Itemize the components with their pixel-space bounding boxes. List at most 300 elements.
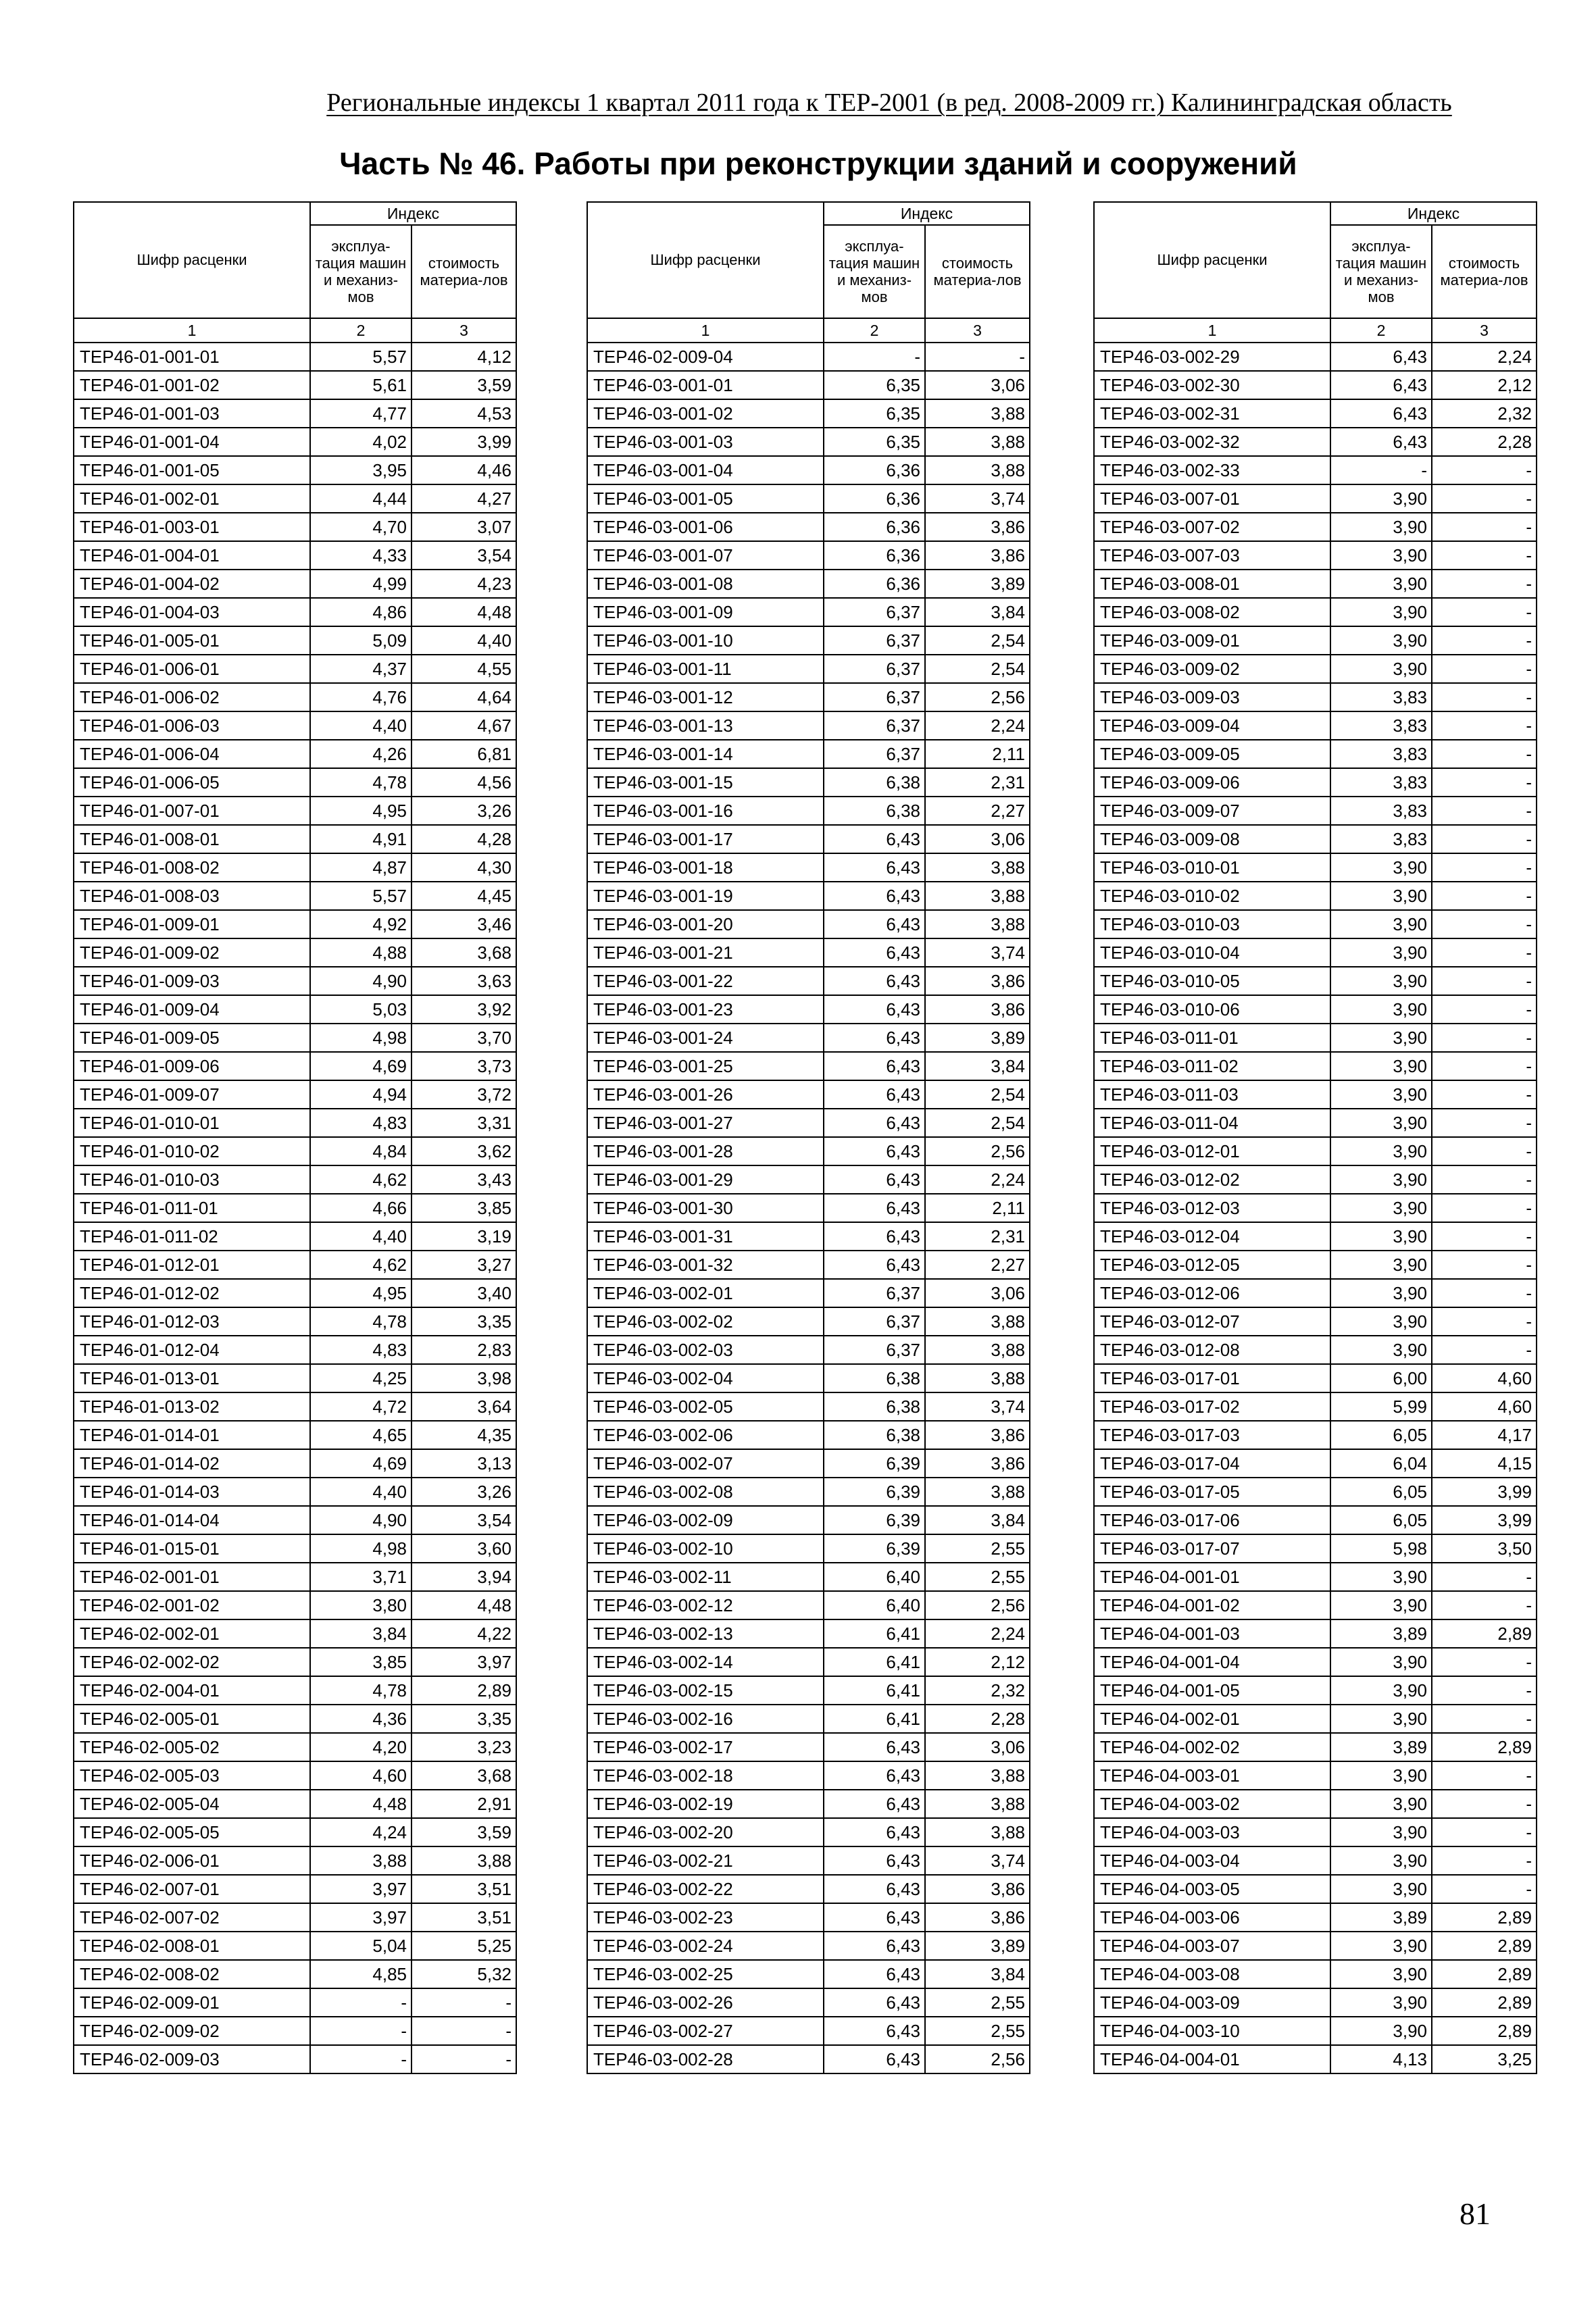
code-cell: ТЕР46-02-005-05: [74, 1818, 310, 1846]
column-number: 2: [1330, 318, 1432, 343]
machines-index-cell: 3,90: [1330, 1761, 1432, 1790]
machines-index-cell: 6,43: [824, 853, 925, 882]
materials-index-cell: 3,23: [412, 1733, 516, 1761]
materials-index-cell: 2,24: [925, 1619, 1030, 1648]
table-row: [74, 825, 516, 853]
machines-index-cell: 3,90: [1330, 1875, 1432, 1903]
materials-index-cell: 3,64: [412, 1392, 516, 1421]
table-row: [74, 428, 516, 456]
code-cell: ТЕР46-02-004-01: [74, 1676, 310, 1705]
materials-index-cell: 3,19: [412, 1222, 516, 1251]
materials-index-cell: 3,94: [412, 1563, 516, 1591]
table-row: [1094, 1478, 1537, 1506]
machines-index-cell: 6,43: [824, 1875, 925, 1903]
materials-index-cell: 2,56: [925, 1137, 1030, 1165]
code-cell: ТЕР46-03-002-10: [587, 1534, 824, 1563]
code-cell: ТЕР46-03-010-04: [1094, 938, 1330, 967]
materials-index-cell: 3,35: [412, 1307, 516, 1336]
code-cell: ТЕР46-01-006-05: [74, 768, 310, 797]
code-cell: ТЕР46-02-005-01: [74, 1705, 310, 1733]
machines-index-cell: 6,43: [1330, 399, 1432, 428]
table-row: [74, 1619, 516, 1648]
materials-index-cell: 3,46: [412, 910, 516, 938]
machines-index-cell: 3,90: [1330, 626, 1432, 655]
table-row: [74, 1080, 516, 1109]
machines-index-cell: 3,90: [1330, 938, 1432, 967]
column-number: 1: [74, 318, 310, 343]
materials-index-cell: -: [1432, 598, 1537, 626]
machines-index-cell: 6,43: [824, 967, 925, 995]
materials-index-cell: 4,27: [412, 484, 516, 513]
materials-index-cell: 3,40: [412, 1279, 516, 1307]
materials-index-cell: 4,12: [412, 343, 516, 371]
code-cell: ТЕР46-02-008-02: [74, 1960, 310, 1988]
header-row: [74, 202, 516, 225]
table-row: [1094, 343, 1537, 371]
column-number: 3: [1432, 318, 1537, 343]
index-column-header: Индекс: [824, 202, 1030, 225]
code-cell: ТЕР46-04-002-01: [1094, 1705, 1330, 1733]
machines-index-cell: 6,38: [824, 1364, 925, 1392]
column-number: 3: [412, 318, 516, 343]
code-cell: ТЕР46-03-001-07: [587, 541, 824, 570]
code-cell: ТЕР46-03-012-06: [1094, 1279, 1330, 1307]
machines-index-cell: 6,43: [1330, 428, 1432, 456]
code-cell: ТЕР46-03-012-07: [1094, 1307, 1330, 1336]
machines-index-cell: 4,72: [310, 1392, 412, 1421]
machines-index-cell: 6,43: [824, 1080, 925, 1109]
materials-index-cell: 3,92: [412, 995, 516, 1024]
table-row: [1094, 655, 1537, 683]
table-row: [74, 1846, 516, 1875]
table-row: [1094, 1194, 1537, 1222]
table-row: [74, 484, 516, 513]
code-cell: ТЕР46-03-002-11: [587, 1563, 824, 1591]
table-row: [1094, 1846, 1537, 1875]
materials-index-cell: 2,11: [925, 1194, 1030, 1222]
materials-index-cell: 3,88: [925, 853, 1030, 882]
machines-index-cell: 5,99: [1330, 1392, 1432, 1421]
machines-index-cell: 3,90: [1330, 1109, 1432, 1137]
materials-index-cell: -: [1432, 570, 1537, 598]
materials-index-cell: 2,28: [1432, 428, 1537, 456]
code-cell: ТЕР46-01-012-04: [74, 1336, 310, 1364]
table-row: [587, 1506, 1030, 1534]
machines-index-cell: 6,43: [824, 1109, 925, 1137]
code-cell: ТЕР46-03-007-02: [1094, 513, 1330, 541]
machines-index-cell: 3,90: [1330, 1194, 1432, 1222]
materials-index-cell: 3,31: [412, 1109, 516, 1137]
table-row: [587, 513, 1030, 541]
table-row: [1094, 882, 1537, 910]
materials-index-cell: 2,89: [1432, 1932, 1537, 1960]
table-row: [1094, 1988, 1537, 2017]
materials-index-cell: 3,89: [925, 1932, 1030, 1960]
code-cell: ТЕР46-03-001-01: [587, 371, 824, 399]
table-row: [1094, 1932, 1537, 1960]
materials-index-cell: 3,86: [925, 1449, 1030, 1478]
materials-index-cell: 3,86: [925, 967, 1030, 995]
table-row: [587, 711, 1030, 740]
machines-index-cell: 3,90: [1330, 1818, 1432, 1846]
machines-index-cell: 3,88: [310, 1846, 412, 1875]
code-cell: ТЕР46-03-009-03: [1094, 683, 1330, 711]
machines-index-cell: 3,90: [1330, 1137, 1432, 1165]
materials-index-cell: 3,88: [925, 1307, 1030, 1336]
machines-column-header: эксплуа-тация машин и механиз-мов: [824, 225, 925, 318]
table-row: [587, 1903, 1030, 1932]
code-cell: ТЕР46-02-007-01: [74, 1875, 310, 1903]
code-cell: ТЕР46-01-001-01: [74, 343, 310, 371]
table-row: [74, 967, 516, 995]
code-cell: ТЕР46-03-001-08: [587, 570, 824, 598]
table-row: [1094, 711, 1537, 740]
machines-index-cell: 3,90: [1330, 598, 1432, 626]
code-cell: ТЕР46-03-008-02: [1094, 598, 1330, 626]
materials-index-cell: 2,32: [925, 1676, 1030, 1705]
code-cell: ТЕР46-03-001-11: [587, 655, 824, 683]
machines-index-cell: 4,78: [310, 1676, 412, 1705]
machines-index-cell: 5,57: [310, 343, 412, 371]
machines-index-cell: 3,89: [1330, 1619, 1432, 1648]
index-table-3: [1093, 201, 1537, 2074]
machines-index-cell: 4,84: [310, 1137, 412, 1165]
table-row: [587, 598, 1030, 626]
code-cell: ТЕР46-02-008-01: [74, 1932, 310, 1960]
table-row: [74, 371, 516, 399]
index-table-2: [587, 201, 1030, 2074]
materials-index-cell: 3,98: [412, 1364, 516, 1392]
table-row: [587, 1705, 1030, 1733]
machines-column-header: эксплуа-тация машин и механиз-мов: [310, 225, 412, 318]
machines-index-cell: 3,90: [1330, 1024, 1432, 1052]
code-cell: ТЕР46-03-001-31: [587, 1222, 824, 1251]
materials-index-cell: -: [1432, 825, 1537, 853]
column-number-row: [1094, 318, 1537, 343]
machines-index-cell: 4,24: [310, 1818, 412, 1846]
code-cell: ТЕР46-03-009-05: [1094, 740, 1330, 768]
code-cell: ТЕР46-03-002-08: [587, 1478, 824, 1506]
table-row: [74, 910, 516, 938]
code-cell: ТЕР46-03-010-06: [1094, 995, 1330, 1024]
materials-index-cell: 2,89: [1432, 1733, 1537, 1761]
machines-index-cell: 6,43: [824, 938, 925, 967]
machines-index-cell: 6,39: [824, 1506, 925, 1534]
code-cell: ТЕР46-01-009-06: [74, 1052, 310, 1080]
materials-index-cell: 3,25: [1432, 2045, 1537, 2073]
machines-index-cell: 4,40: [310, 711, 412, 740]
code-cell: ТЕР46-04-003-06: [1094, 1903, 1330, 1932]
table-row: [1094, 740, 1537, 768]
code-cell: ТЕР46-03-001-32: [587, 1251, 824, 1279]
machines-index-cell: -: [310, 2045, 412, 2073]
code-cell: ТЕР46-03-001-23: [587, 995, 824, 1024]
machines-index-cell: 6,43: [1330, 343, 1432, 371]
code-cell: ТЕР46-01-008-02: [74, 853, 310, 882]
materials-index-cell: 2,11: [925, 740, 1030, 768]
code-cell: ТЕР46-03-001-12: [587, 683, 824, 711]
table-row: [74, 1563, 516, 1591]
index-table-1: [73, 201, 517, 2074]
table-row: [74, 1818, 516, 1846]
table-row: [1094, 1761, 1537, 1790]
materials-index-cell: -: [1432, 938, 1537, 967]
code-cell: ТЕР46-01-013-02: [74, 1392, 310, 1421]
materials-index-cell: 2,89: [1432, 1619, 1537, 1648]
materials-index-cell: 3,63: [412, 967, 516, 995]
materials-index-cell: 3,59: [412, 371, 516, 399]
table-row: [1094, 1903, 1537, 1932]
machines-index-cell: 6,43: [824, 2045, 925, 2073]
table-row: [74, 1137, 516, 1165]
materials-index-cell: 3,84: [925, 598, 1030, 626]
code-cell: ТЕР46-01-014-02: [74, 1449, 310, 1478]
code-cell: ТЕР46-03-001-15: [587, 768, 824, 797]
code-cell: ТЕР46-01-010-02: [74, 1137, 310, 1165]
code-cell: ТЕР46-03-002-30: [1094, 371, 1330, 399]
machines-index-cell: -: [1330, 456, 1432, 484]
materials-index-cell: -: [1432, 1591, 1537, 1619]
machines-index-cell: 4,99: [310, 570, 412, 598]
code-cell: ТЕР46-03-002-12: [587, 1591, 824, 1619]
machines-index-cell: 4,02: [310, 428, 412, 456]
machines-index-cell: 3,90: [1330, 1336, 1432, 1364]
code-cell: ТЕР46-03-002-07: [587, 1449, 824, 1478]
code-cell: ТЕР46-03-001-13: [587, 711, 824, 740]
machines-index-cell: 4,91: [310, 825, 412, 853]
code-cell: ТЕР46-04-001-05: [1094, 1676, 1330, 1705]
machines-index-cell: 3,90: [1330, 1705, 1432, 1733]
code-cell: ТЕР46-03-002-25: [587, 1960, 824, 1988]
code-cell: ТЕР46-03-002-26: [587, 1988, 824, 2017]
machines-index-cell: 4,98: [310, 1534, 412, 1563]
table-row: [1094, 1648, 1537, 1676]
machines-index-cell: 4,78: [310, 768, 412, 797]
materials-index-cell: -: [1432, 1109, 1537, 1137]
materials-column-header: стоимость материа-лов: [925, 225, 1030, 318]
materials-index-cell: -: [925, 343, 1030, 371]
code-cell: ТЕР46-01-008-01: [74, 825, 310, 853]
machines-index-cell: 3,83: [1330, 683, 1432, 711]
materials-index-cell: 4,48: [412, 598, 516, 626]
machines-index-cell: 6,43: [824, 1194, 925, 1222]
code-cell: ТЕР46-03-009-02: [1094, 655, 1330, 683]
materials-index-cell: 2,56: [925, 683, 1030, 711]
code-cell: ТЕР46-02-005-02: [74, 1733, 310, 1761]
table-row: [1094, 910, 1537, 938]
table-row: [1094, 1251, 1537, 1279]
code-column-header: Шифр расценки: [1094, 202, 1330, 318]
machines-index-cell: 3,83: [1330, 825, 1432, 853]
machines-index-cell: 4,40: [310, 1478, 412, 1506]
code-cell: ТЕР46-03-010-01: [1094, 853, 1330, 882]
materials-index-cell: 2,31: [925, 768, 1030, 797]
machines-index-cell: 3,90: [1330, 1307, 1432, 1336]
code-cell: ТЕР46-03-017-04: [1094, 1449, 1330, 1478]
machines-index-cell: 6,36: [824, 484, 925, 513]
machines-index-cell: -: [310, 1988, 412, 2017]
machines-index-cell: 4,98: [310, 1024, 412, 1052]
index-column-header: Индекс: [1330, 202, 1537, 225]
code-cell: ТЕР46-03-002-02: [587, 1307, 824, 1336]
code-column-header: Шифр расценки: [74, 202, 310, 318]
table-row: [74, 570, 516, 598]
table-row: [74, 1875, 516, 1903]
table-row: [587, 797, 1030, 825]
code-cell: ТЕР46-04-003-02: [1094, 1790, 1330, 1818]
table-row: [1094, 1137, 1537, 1165]
machines-index-cell: 4,48: [310, 1790, 412, 1818]
machines-index-cell: 6,36: [824, 513, 925, 541]
materials-index-cell: -: [1432, 1563, 1537, 1591]
machines-index-cell: 3,83: [1330, 768, 1432, 797]
table-row: [74, 1165, 516, 1194]
table-row: [587, 1676, 1030, 1705]
table-row: [587, 1421, 1030, 1449]
materials-index-cell: -: [1432, 1818, 1537, 1846]
materials-index-cell: 4,45: [412, 882, 516, 910]
table-row: [587, 1024, 1030, 1052]
machines-index-cell: 6,43: [824, 1790, 925, 1818]
code-cell: ТЕР46-04-003-01: [1094, 1761, 1330, 1790]
table-row: [74, 399, 516, 428]
code-cell: ТЕР46-01-014-04: [74, 1506, 310, 1534]
materials-index-cell: 3,51: [412, 1903, 516, 1932]
materials-index-cell: 3,74: [925, 938, 1030, 967]
table-row: [74, 1506, 516, 1534]
code-cell: ТЕР46-04-003-07: [1094, 1932, 1330, 1960]
table-row: [587, 1251, 1030, 1279]
code-cell: ТЕР46-03-002-13: [587, 1619, 824, 1648]
table-row: [74, 768, 516, 797]
code-cell: ТЕР46-03-001-18: [587, 853, 824, 882]
materials-index-cell: -: [1432, 626, 1537, 655]
code-cell: ТЕР46-03-002-33: [1094, 456, 1330, 484]
materials-index-cell: 3,26: [412, 1478, 516, 1506]
code-cell: ТЕР46-03-002-27: [587, 2017, 824, 2045]
code-cell: ТЕР46-03-011-03: [1094, 1080, 1330, 1109]
table-row: [74, 598, 516, 626]
table-row: [74, 1733, 516, 1761]
materials-index-cell: 2,32: [1432, 399, 1537, 428]
machines-index-cell: 4,90: [310, 967, 412, 995]
table-row: [587, 1563, 1030, 1591]
table-row: [1094, 768, 1537, 797]
machines-index-cell: 6,43: [824, 910, 925, 938]
machines-index-cell: 6,35: [824, 399, 925, 428]
code-cell: ТЕР46-01-009-04: [74, 995, 310, 1024]
materials-index-cell: 3,62: [412, 1137, 516, 1165]
table-row: [1094, 2045, 1537, 2073]
machines-index-cell: 6,43: [824, 1761, 925, 1790]
materials-index-cell: -: [1432, 1761, 1537, 1790]
table-row: [74, 1591, 516, 1619]
table-row: [74, 1705, 516, 1733]
table-row: [587, 2045, 1030, 2073]
table-row: [587, 1846, 1030, 1875]
table-row: [587, 1279, 1030, 1307]
code-cell: ТЕР46-03-001-02: [587, 399, 824, 428]
machines-index-cell: 6,37: [824, 598, 925, 626]
code-cell: ТЕР46-04-001-01: [1094, 1563, 1330, 1591]
materials-index-cell: 4,46: [412, 456, 516, 484]
table-row: [587, 399, 1030, 428]
code-cell: ТЕР46-03-001-04: [587, 456, 824, 484]
code-cell: ТЕР46-03-010-02: [1094, 882, 1330, 910]
table-row: [1094, 1024, 1537, 1052]
machines-index-cell: 3,90: [1330, 570, 1432, 598]
code-cell: ТЕР46-03-002-29: [1094, 343, 1330, 371]
materials-index-cell: 2,89: [1432, 2017, 1537, 2045]
materials-index-cell: -: [1432, 1790, 1537, 1818]
code-cell: ТЕР46-03-001-21: [587, 938, 824, 967]
materials-index-cell: 3,43: [412, 1165, 516, 1194]
code-cell: ТЕР46-04-003-08: [1094, 1960, 1330, 1988]
materials-index-cell: 2,12: [1432, 371, 1537, 399]
machines-index-cell: 6,43: [824, 1024, 925, 1052]
code-cell: ТЕР46-03-017-06: [1094, 1506, 1330, 1534]
column-number: 1: [587, 318, 824, 343]
materials-index-cell: 3,51: [412, 1875, 516, 1903]
materials-index-cell: 4,53: [412, 399, 516, 428]
machines-index-cell: 6,37: [824, 655, 925, 683]
materials-index-cell: 3,60: [412, 1534, 516, 1563]
materials-index-cell: 2,28: [925, 1705, 1030, 1733]
code-cell: ТЕР46-03-012-02: [1094, 1165, 1330, 1194]
code-cell: ТЕР46-01-001-04: [74, 428, 310, 456]
table-row: [587, 1392, 1030, 1421]
machines-index-cell: 6,36: [824, 570, 925, 598]
materials-index-cell: -: [1432, 1222, 1537, 1251]
materials-index-cell: 2,89: [1432, 1903, 1537, 1932]
code-cell: ТЕР46-03-001-17: [587, 825, 824, 853]
machines-index-cell: 6,39: [824, 1449, 925, 1478]
machines-index-cell: 3,95: [310, 456, 412, 484]
machines-index-cell: 3,71: [310, 1563, 412, 1591]
code-cell: ТЕР46-03-017-02: [1094, 1392, 1330, 1421]
machines-index-cell: 6,41: [824, 1705, 925, 1733]
table-row: [587, 740, 1030, 768]
table-row: [587, 1137, 1030, 1165]
table-row: [74, 1279, 516, 1307]
machines-index-cell: 3,83: [1330, 740, 1432, 768]
materials-index-cell: 2,91: [412, 1790, 516, 1818]
table-row: [1094, 1563, 1537, 1591]
machines-index-cell: 4,69: [310, 1449, 412, 1478]
materials-index-cell: 4,23: [412, 570, 516, 598]
table-row: [1094, 2017, 1537, 2045]
materials-index-cell: 3,86: [925, 513, 1030, 541]
code-cell: ТЕР46-04-003-04: [1094, 1846, 1330, 1875]
code-cell: ТЕР46-04-002-02: [1094, 1733, 1330, 1761]
code-cell: ТЕР46-03-012-08: [1094, 1336, 1330, 1364]
code-cell: ТЕР46-01-007-01: [74, 797, 310, 825]
materials-index-cell: 3,85: [412, 1194, 516, 1222]
table-row: [74, 1251, 516, 1279]
table-row: [1094, 1790, 1537, 1818]
code-cell: ТЕР46-01-002-01: [74, 484, 310, 513]
materials-index-cell: 3,07: [412, 513, 516, 541]
table-row: [587, 1307, 1030, 1336]
header-row: [587, 202, 1030, 225]
table-row: [587, 343, 1030, 371]
page-number: 81: [1460, 2196, 1491, 2231]
materials-index-cell: 4,64: [412, 683, 516, 711]
table-row: [1094, 428, 1537, 456]
code-cell: ТЕР46-03-002-21: [587, 1846, 824, 1875]
machines-index-cell: 3,89: [1330, 1903, 1432, 1932]
materials-index-cell: 2,55: [925, 1988, 1030, 2017]
